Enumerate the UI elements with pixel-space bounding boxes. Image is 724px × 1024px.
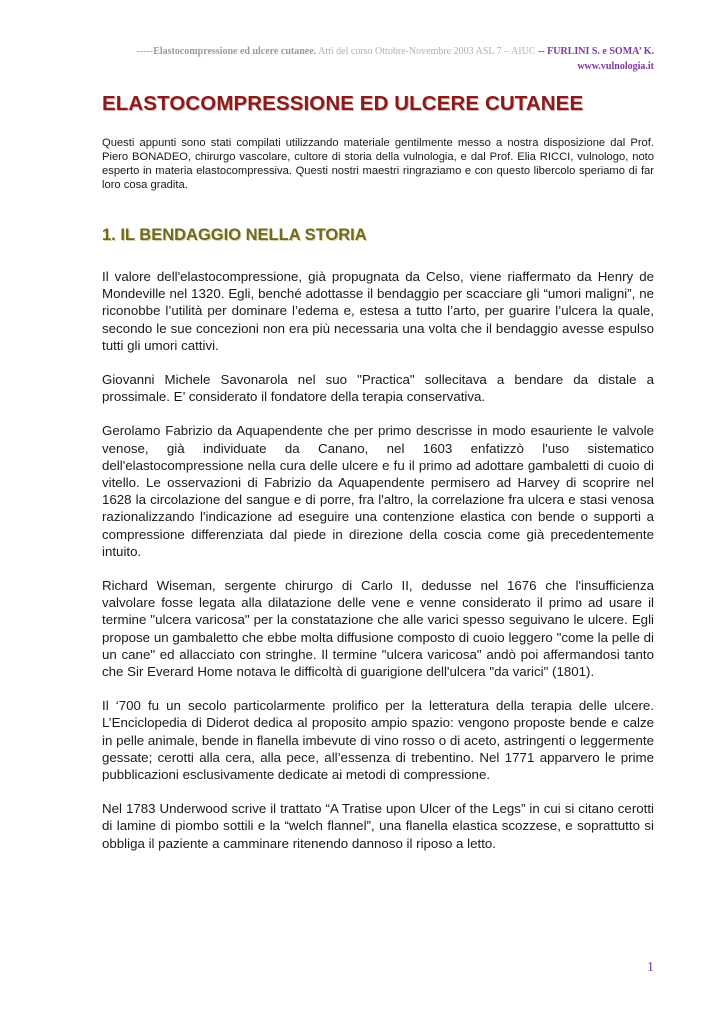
body-paragraph: Il valore dell'elastocompressione, già propugnata da Celso, viene riaffermato da Henry de Mondeville nel 1320. Egli, benché adottasse il bendaggio per scacciare gli “umori maligni”, ne riconobbe l’utilità per dominare l’edema e, estesa a tutto l’arto, per guarire l’ulcera la quale, secondo le sue concezioni non era più necessaria una volta che il bendaggio avesse espulso tutti gli umori cattivi. xyxy=(102,269,654,353)
document-title: ELASTOCOMPRESSIONE ED ULCERE CUTANEE xyxy=(102,92,584,115)
section-heading: 1. IL BENDAGGIO NELLA STORIA xyxy=(102,226,367,244)
header-doc-name: Elastocompressione ed ulcere cutanee. xyxy=(153,46,317,57)
page-number: 1 xyxy=(647,960,654,975)
body-paragraph: Richard Wiseman, sergente chirurgo di Carlo II, dedusse nel 1676 che l'insufficienza valvolare fosse legata alla dilatazione delle vene e venne considerato il primo ad usare il termine "ulcera varicosa" per la constatazione che alle varici spesso seguivano le ulcere. Egli propose un gambaletto che ebbe molta diffusione composto di cuoio leggero "come la pelle di un cane" ed allacciato con stringhe. Il termine "ulcera varicosa" andò poi affermandosi tanto che Sir Everard Home notava le difficoltà di guarigione dell'ulcera "da varici" (1801). xyxy=(102,578,654,680)
header-authors: -- FURLINI S. e SOMA’ K. xyxy=(537,46,654,57)
body-paragraph: Giovanni Michele Savonarola nel suo "Practica" sollecitava a bendare da distale a prossimale. E’ considerato il fondatore della terapia conservativa. xyxy=(102,372,654,405)
header-line-1 xyxy=(137,44,654,59)
header-website: www.vulnologia.it xyxy=(577,61,654,72)
body-paragraph: Il ‘700 fu un secolo particolarmente prolifico per la letteratura della terapia delle ulcere. L’Enciclopedia di Diderot dedica al proposito ampio spazio: vengono proposte bende e calze in pelle animale, bende in flanella imbevute di vino rosso o di aceto, astringenti o leggermente gessate; cerotti alla cera, alla pece, all’essenza di trebentino. Nel 1771 apparvero le prime pubblicazioni esclusivamente dedicate ai metodi di compressione. xyxy=(102,698,654,783)
running-header xyxy=(137,44,654,74)
header-course: Atti del corso Ottobre-Novembre 2003 ASL 7 – AIUC xyxy=(316,46,538,57)
header-dash: ----- xyxy=(136,46,154,57)
intro-paragraph: Questi appunti sono stati compilati utilizzando materiale gentilmente messo a nostra disposizione dal Prof. Piero BONADEO, chirurgo vascolare, cultore di storia della vulnologia, e dal Prof. Elia RICCI, vulnologo, noto esperto in materia elastocompressiva. Questi nostri maestri ringraziamo e con questo libercolo speriamo di far loro cosa gradita. xyxy=(102,137,654,191)
body-paragraph: Nel 1783 Underwood scrive il trattato “A Tratise upon Ulcer of the Legs” in cui si citano cerotti di lamine di piombo sottili e la “welch flannel”, una flanella elastica scozzese, e soprattutto si obbliga il paziente a camminare ritenendo dannoso il riposo a letto. xyxy=(102,801,654,851)
body-paragraph: Gerolamo Fabrizio da Aquapendente che per primo descrisse in modo esauriente le valvole venose, già individuate da Canano, nel 1603 enfatizzò l'uso sistematico dell'elastocompressione nella cura delle ulcere e fu il primo ad adottare gambaletti di cuoio di vitello. Le osservazioni di Fabrizio da Aquapendente permisero ad Harvey di scoprire nel 1628 la circolazione del sangue e di porre, fra l'altro, la correlazione fra ulcera e stasi venosa razionalizzando l'indicazione ad eseguire una contenzione elastica con bende o supporti a compressione differenziata dal piede in direzione della coscia come già precedentemente intuito. xyxy=(102,423,654,559)
section-body xyxy=(102,268,654,869)
